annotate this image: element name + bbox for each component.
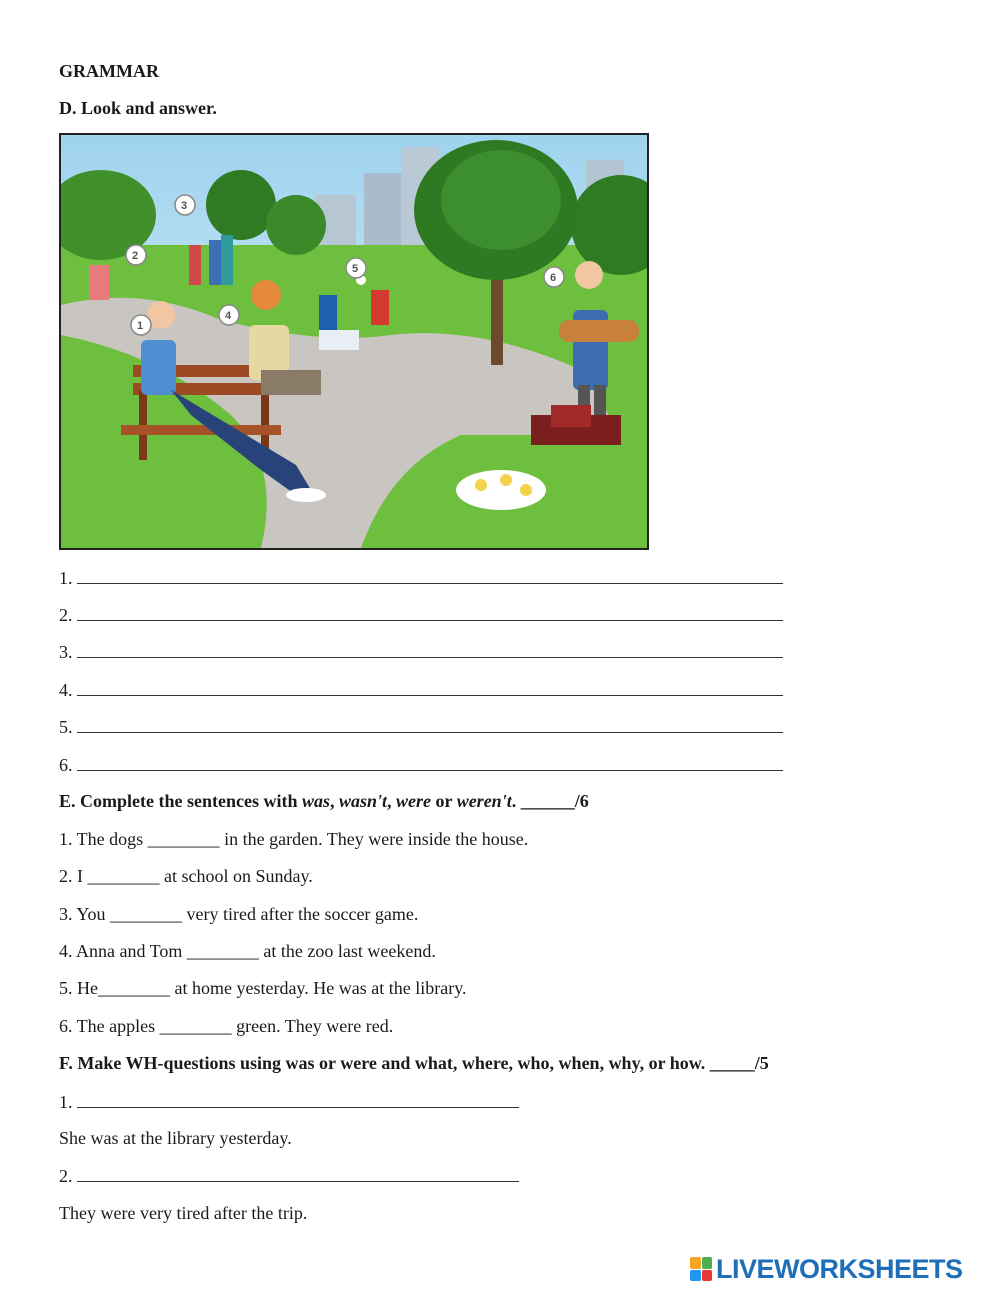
answer-blank[interactable] <box>77 679 783 696</box>
section-d-heading: D. Look and answer. <box>59 98 217 118</box>
answer-line <box>59 604 783 626</box>
exercise-item: 2. I ________ at school on Sunday. <box>59 866 313 886</box>
answer-line-number: 3. <box>59 642 73 662</box>
exercise-item: 4. Anna and Tom ________ at the zoo last weekend. <box>59 941 436 961</box>
picture-label: 3 <box>181 200 188 212</box>
question-number: 1. <box>59 1092 73 1112</box>
question-blank[interactable] <box>77 1091 519 1108</box>
answer-line-number: 4. <box>59 680 73 700</box>
answer-blank[interactable] <box>77 716 783 733</box>
question-blank[interactable] <box>77 1165 519 1182</box>
answer-line <box>59 754 783 776</box>
exercise-item: 1. The dogs ________ in the garden. They were inside the house. <box>59 829 529 849</box>
answer-line-number: 5. <box>59 717 73 737</box>
answer-line <box>59 716 783 738</box>
logo-text: LIVEWORKSHEETS <box>716 1253 963 1284</box>
answer-line <box>59 567 783 589</box>
exercise-item: 5. He________ at home yesterday. He was at the library. <box>59 978 467 998</box>
logo-mark-icon <box>690 1257 712 1281</box>
page-title: GRAMMAR <box>59 61 159 81</box>
keyword: was <box>301 791 330 811</box>
question-number: 2. <box>59 1166 73 1186</box>
keyword: weren't <box>456 791 512 811</box>
park-illustration <box>59 133 649 550</box>
section-e-heading <box>59 791 589 812</box>
answer-blank[interactable] <box>77 754 783 771</box>
answer-blank[interactable] <box>77 567 783 584</box>
heading-text: . ______/6 <box>511 791 589 811</box>
liveworksheets-logo <box>690 1254 963 1284</box>
picture-label: 2 <box>132 250 139 262</box>
exercise-item: 6. The apples ________ green. They were red. <box>59 1016 394 1036</box>
heading-text: or <box>431 791 457 811</box>
exercise-item: 3. You ________ very tired after the soccer game. <box>59 904 419 924</box>
keyword: were <box>396 791 432 811</box>
keyword: wasn't <box>338 791 388 811</box>
answer-sentence: They were very tired after the trip. <box>59 1203 308 1223</box>
answer-blank[interactable] <box>77 641 783 658</box>
answer-line <box>59 641 783 663</box>
picture-label: 5 <box>352 263 359 275</box>
answer-blank[interactable] <box>77 604 783 621</box>
answer-line-number: 6. <box>59 755 73 775</box>
heading-text: , <box>387 791 397 811</box>
section-f-heading: F. Make WH-questions using was or were and what, where, who, when, why, or how. _____/5 <box>59 1053 769 1073</box>
picture-label: 1 <box>137 320 144 332</box>
answer-line-number: 1. <box>59 568 73 588</box>
picture-label: 4 <box>225 310 232 322</box>
answer-line-number: 2. <box>59 605 73 625</box>
picture-label: 6 <box>550 272 557 284</box>
answer-line <box>59 679 783 701</box>
question-line <box>59 1165 519 1187</box>
heading-text: , <box>329 791 339 811</box>
heading-text: E. Complete the sentences with <box>59 791 302 811</box>
question-line <box>59 1091 519 1113</box>
answer-sentence: She was at the library yesterday. <box>59 1128 292 1148</box>
